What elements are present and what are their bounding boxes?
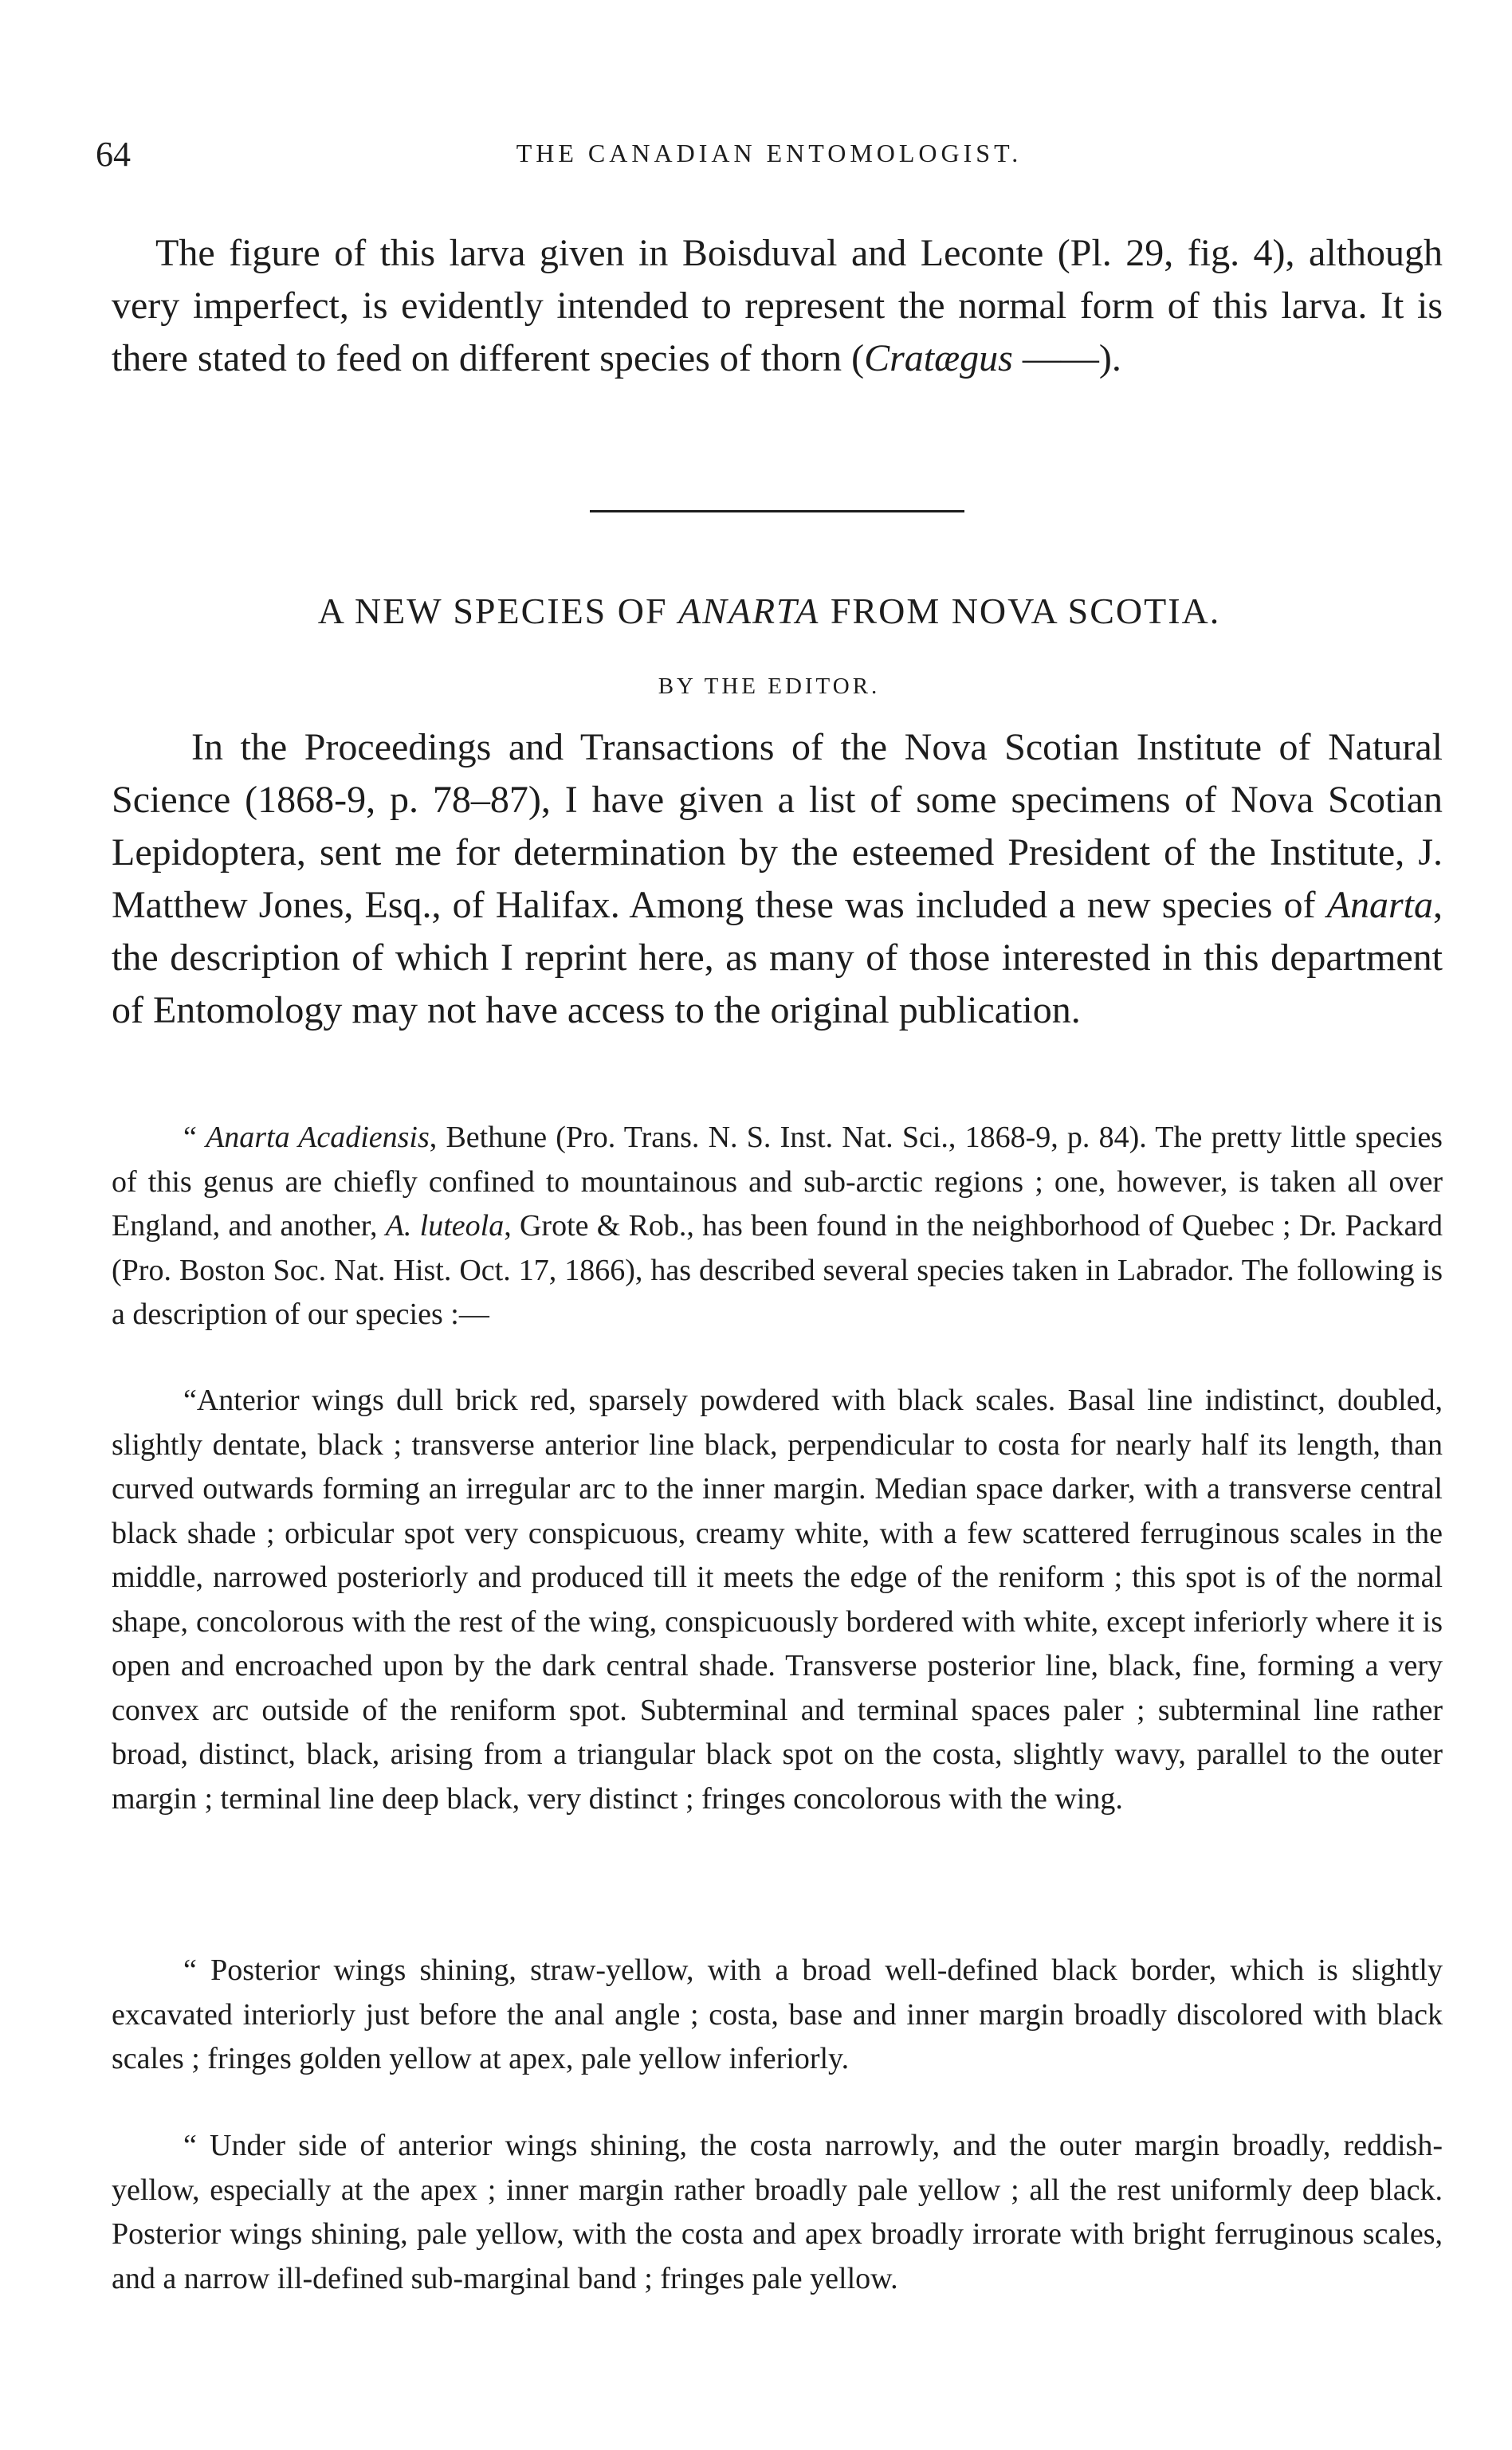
intro-genus-name: Cratægus: [864, 337, 1013, 379]
intro-paragraph: [112, 227, 1443, 385]
underside-description: “ Under side of anterior wings shining, the costa narrowly, and the outer margin broadly, reddish-yellow, especially at the apex ; inner margin rather broadly pale yellow ; all the rest uniformly deep black. Posterior wings shining, pale yellow, with the costa and apex broadly irrorate with bright ferruginous scales, and a narrow ill-defined sub-marginal band ; fringes pale yellow.: [112, 2129, 1443, 2295]
quote-1-text-b: , Grote & Rob., has been found in the neighborhood of Quebec ; Dr. Packard (Pro. Boston Soc. Nat. Hist. Oct. 17, 1866), has described several species taken in Labrador. The following is a description of our species :—: [112, 1209, 1443, 1331]
article-body-paragraph: [112, 721, 1443, 1037]
section-divider: [590, 510, 964, 512]
species-name: Anarta Acadiensis: [206, 1121, 430, 1154]
article-body-end: , the description of which I reprint here, as many of those interested in this department of Entomology may not have access to the original publication.: [112, 884, 1443, 1031]
intro-text-start: The figure of this larva given in Boisduval and Leconte (Pl. 29, fig. 4), although very imperfect, is evidently intended to represent the normal form of this larva. It is there stated to feed on different species of thorn (: [112, 232, 1443, 379]
article-byline: BY THE EDITOR.: [658, 673, 881, 699]
article-title-start: A NEW SPECIES OF: [317, 591, 679, 631]
page-number: 64: [96, 135, 131, 174]
quote-1-text-a: , Bethune (Pro. Trans. N. S. Inst. Nat. Sci., 1868-9, p. 84). The pretty little species of this genus are chiefly confined to mountainous and sub-arctic regions ; one, however, is taken all over England, and another,: [112, 1121, 1443, 1243]
anterior-wings-description: “Anterior wings dull brick red, sparsely powdered with black scales. Basal line indistinct, doubled, slightly dentate, black ; transverse anterior line black, perpendicular to costa for nearly half its length, than curved outwards forming an irregular arc to the inner margin. Median space darker, with a transverse central black shade ; orbicular spot very conspicuous, creamy white, with a few scattered ferruginous scales in the middle, narrowed posteriorly and produced till it meets the edge of the reniform ; this spot is of the normal shape, concolorous with the rest of the wing, conspicuously bordered with white, except inferiorly where it is open and encroached upon by the dark central shade. Transverse posterior line, black, fine, forming a very convex arc outside of the reniform spot. Subterminal and terminal spaces paler ; subterminal line rather broad, distinct, black, arising from a triangular black spot on the costa, slightly wavy, parallel to the outer margin ; terminal line deep black, very distinct ; fringes concolorous with the wing.: [112, 1384, 1443, 1816]
article-body-genus: Anarta: [1326, 884, 1433, 926]
quote-open-mark: “: [183, 1121, 206, 1154]
quoted-description-intro: [112, 1116, 1443, 1337]
intro-text-end: ——).: [1012, 337, 1121, 379]
article-title-end: FROM NOVA SCOTIA.: [819, 591, 1221, 631]
running-head: [96, 134, 1443, 182]
article-body-start: In the Proceedings and Transactions of the Nova Scotian Institute of Natural Science (1868-9, p. 78–87), I have given a list of some specimens of Nova Scotian Lepidoptera, sent me for determination by the esteemed President of the Institute, J. Matthew Jones, Esq., of Halifax. Among these was included a new species of: [112, 726, 1443, 926]
article-title: [96, 590, 1443, 632]
article-title-genus: ANARTA: [678, 591, 820, 631]
journal-title: THE CANADIAN ENTOMOLOGIST.: [516, 139, 1023, 167]
species-name-luteola: A. luteola: [385, 1209, 505, 1243]
posterior-wings-description: “ Posterior wings shining, straw-yellow, with a broad well-defined black border, which is slightly excavated interiorly just before the anal angle ; costa, base and inner margin broadly discolored with black scales ; fringes golden yellow at apex, pale yellow inferiorly.: [112, 1953, 1443, 2075]
